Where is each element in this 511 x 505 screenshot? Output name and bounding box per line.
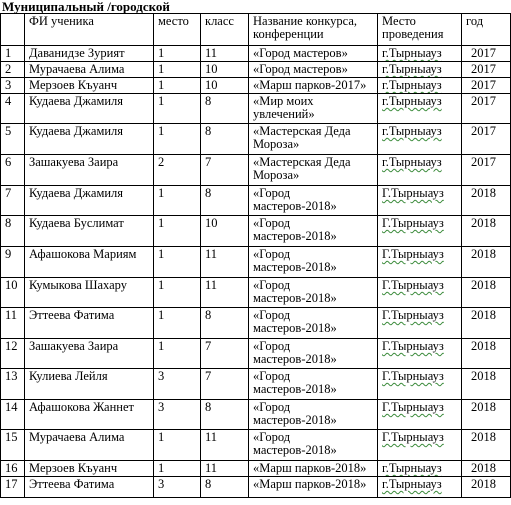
row-number: 5 xyxy=(1,124,25,155)
contest-name: «Город мастеров» xyxy=(249,62,378,78)
location-text: г.Тырныауз xyxy=(382,124,442,138)
row-number: 9 xyxy=(1,247,25,278)
row-number: 8 xyxy=(1,216,25,247)
year: 2018 xyxy=(462,278,511,308)
contest-name: «Марш парков-2018» xyxy=(249,461,378,477)
year: 2018 xyxy=(462,216,511,247)
student-name: Даванидзе Зурият xyxy=(25,46,154,62)
row-number: 1 xyxy=(1,46,25,62)
year: 2018 xyxy=(462,308,511,339)
col-location: Место проведения xyxy=(378,14,462,46)
row-number: 4 xyxy=(1,94,25,124)
grade: 8 xyxy=(201,477,249,498)
contest-name: «Город мастеров-2018» xyxy=(249,400,378,430)
col-contest: Название конкурса, конференции xyxy=(249,14,378,46)
year: 2018 xyxy=(462,461,511,477)
place: 1 xyxy=(154,308,201,339)
location xyxy=(378,308,462,339)
results-table xyxy=(0,13,511,498)
location xyxy=(378,430,462,461)
location xyxy=(378,369,462,400)
location-text: Г.Тырныауз xyxy=(382,369,444,383)
row-number: 12 xyxy=(1,339,25,369)
contest-name: «Город мастеров-2018» xyxy=(249,278,378,308)
location-text: г.Тырныауз xyxy=(382,46,442,60)
table-body xyxy=(1,46,511,498)
year: 2018 xyxy=(462,400,511,430)
location-text: Г.Тырныауз xyxy=(382,400,444,414)
location-text: Г.Тырныауз xyxy=(382,339,444,353)
location-text: Г.Тырныауз xyxy=(382,430,444,444)
row-number: 17 xyxy=(1,477,25,498)
place: 1 xyxy=(154,247,201,278)
table-row xyxy=(1,94,511,124)
row-number: 16 xyxy=(1,461,25,477)
student-name: Мурачаева Алима xyxy=(25,430,154,461)
student-name: Кумыкова Шахару xyxy=(25,278,154,308)
col-number xyxy=(1,14,25,46)
student-name: Мурачаева Алима xyxy=(25,62,154,78)
grade: 11 xyxy=(201,430,249,461)
location-text: г.Тырныауз xyxy=(382,62,442,76)
contest-name: «Мастерская Деда Мороза» xyxy=(249,124,378,155)
grade: 11 xyxy=(201,46,249,62)
student-name: Зашакуева Заира xyxy=(25,155,154,186)
table-row xyxy=(1,186,511,216)
page-heading: Муниципальный /городской xyxy=(2,0,170,14)
location xyxy=(378,247,462,278)
location xyxy=(378,216,462,247)
student-name: Мерзоев Къуанч xyxy=(25,461,154,477)
row-number: 14 xyxy=(1,400,25,430)
contest-name: «Город мастеров-2018» xyxy=(249,308,378,339)
contest-name: «Город мастеров-2018» xyxy=(249,430,378,461)
grade: 11 xyxy=(201,278,249,308)
row-number: 10 xyxy=(1,278,25,308)
row-number: 6 xyxy=(1,155,25,186)
col-grade: класс xyxy=(201,14,249,46)
contest-name: «Марш парков-2017» xyxy=(249,78,378,94)
grade: 7 xyxy=(201,369,249,400)
location xyxy=(378,400,462,430)
location-text: Г.Тырныауз xyxy=(382,308,444,322)
place: 1 xyxy=(154,461,201,477)
table-row xyxy=(1,278,511,308)
location-text: Г.Тырныауз xyxy=(382,278,444,292)
year: 2018 xyxy=(462,186,511,216)
year: 2017 xyxy=(462,78,511,94)
year: 2018 xyxy=(462,247,511,278)
table-row xyxy=(1,216,511,247)
year: 2017 xyxy=(462,94,511,124)
col-year: год xyxy=(462,14,511,46)
location-text: Г.Тырныауз xyxy=(382,186,444,200)
student-name: Кудаева Буслимат xyxy=(25,216,154,247)
student-name: Зашакуева Заира xyxy=(25,339,154,369)
grade: 8 xyxy=(201,400,249,430)
place: 1 xyxy=(154,78,201,94)
location-text: г.Тырныауз xyxy=(382,78,442,92)
row-number: 13 xyxy=(1,369,25,400)
row-number: 11 xyxy=(1,308,25,339)
location-text: г.Тырныауз xyxy=(382,477,442,491)
table-row xyxy=(1,369,511,400)
location xyxy=(378,186,462,216)
row-number: 7 xyxy=(1,186,25,216)
grade: 7 xyxy=(201,339,249,369)
table-row xyxy=(1,155,511,186)
table-row xyxy=(1,477,511,498)
table-row xyxy=(1,124,511,155)
place: 2 xyxy=(154,155,201,186)
grade: 11 xyxy=(201,461,249,477)
year: 2018 xyxy=(462,477,511,498)
location xyxy=(378,62,462,78)
table-row xyxy=(1,339,511,369)
contest-name: «Город мастеров-2018» xyxy=(249,216,378,247)
student-name: Эттеева Фатима xyxy=(25,308,154,339)
year: 2018 xyxy=(462,339,511,369)
location xyxy=(378,78,462,94)
contest-name: «Мастерская Деда Мороза» xyxy=(249,155,378,186)
place: 3 xyxy=(154,400,201,430)
contest-name: «Город мастеров-2018» xyxy=(249,339,378,369)
row-number: 2 xyxy=(1,62,25,78)
year: 2017 xyxy=(462,62,511,78)
place: 1 xyxy=(154,186,201,216)
grade: 10 xyxy=(201,78,249,94)
contest-name: «Город мастеров-2018» xyxy=(249,247,378,278)
place: 1 xyxy=(154,46,201,62)
location-text: г.Тырныауз xyxy=(382,155,442,169)
location xyxy=(378,155,462,186)
place: 1 xyxy=(154,216,201,247)
place: 1 xyxy=(154,430,201,461)
student-name: Кудаева Джамиля xyxy=(25,124,154,155)
grade: 7 xyxy=(201,155,249,186)
location xyxy=(378,461,462,477)
contest-name: «Город мастеров-2018» xyxy=(249,186,378,216)
col-place: место xyxy=(154,14,201,46)
student-name: Кудаева Джамиля xyxy=(25,186,154,216)
table-row xyxy=(1,78,511,94)
place: 3 xyxy=(154,369,201,400)
table-header xyxy=(1,14,511,46)
col-student-name: ФИ ученика xyxy=(25,14,154,46)
student-name: Мерзоев Къуанч xyxy=(25,78,154,94)
location xyxy=(378,339,462,369)
grade: 11 xyxy=(201,247,249,278)
table-row xyxy=(1,400,511,430)
table-row xyxy=(1,247,511,278)
place: 1 xyxy=(154,124,201,155)
location xyxy=(378,278,462,308)
place: 1 xyxy=(154,339,201,369)
grade: 8 xyxy=(201,124,249,155)
location-text: г.Тырныауз xyxy=(382,94,442,108)
location xyxy=(378,46,462,62)
location-text: Г.Тырныауз xyxy=(382,216,444,230)
year: 2018 xyxy=(462,430,511,461)
table-row xyxy=(1,461,511,477)
student-name: Афашокова Жаннет xyxy=(25,400,154,430)
table-row xyxy=(1,46,511,62)
grade: 8 xyxy=(201,94,249,124)
grade: 8 xyxy=(201,186,249,216)
place: 1 xyxy=(154,62,201,78)
table-row xyxy=(1,62,511,78)
year: 2017 xyxy=(462,124,511,155)
place: 1 xyxy=(154,278,201,308)
place: 1 xyxy=(154,94,201,124)
table-row xyxy=(1,430,511,461)
contest-name: «Мир моих увлечений» xyxy=(249,94,378,124)
place: 3 xyxy=(154,477,201,498)
grade: 8 xyxy=(201,308,249,339)
row-number: 15 xyxy=(1,430,25,461)
contest-name: «Город мастеров-2018» xyxy=(249,369,378,400)
contest-name: «Город мастеров» xyxy=(249,46,378,62)
row-number: 3 xyxy=(1,78,25,94)
location-text: Г.Тырныауз xyxy=(382,247,444,261)
location xyxy=(378,124,462,155)
grade: 10 xyxy=(201,62,249,78)
table-row xyxy=(1,308,511,339)
year: 2017 xyxy=(462,155,511,186)
year: 2018 xyxy=(462,369,511,400)
student-name: Афашокова Мариям xyxy=(25,247,154,278)
location xyxy=(378,94,462,124)
year: 2017 xyxy=(462,46,511,62)
student-name: Кудаева Джамиля xyxy=(25,94,154,124)
location-text: г.Тырныауз xyxy=(382,461,442,475)
student-name: Эттеева Фатима xyxy=(25,477,154,498)
contest-name: «Марш парков-2018» xyxy=(249,477,378,498)
student-name: Кулиева Лейля xyxy=(25,369,154,400)
grade: 10 xyxy=(201,216,249,247)
location xyxy=(378,477,462,498)
